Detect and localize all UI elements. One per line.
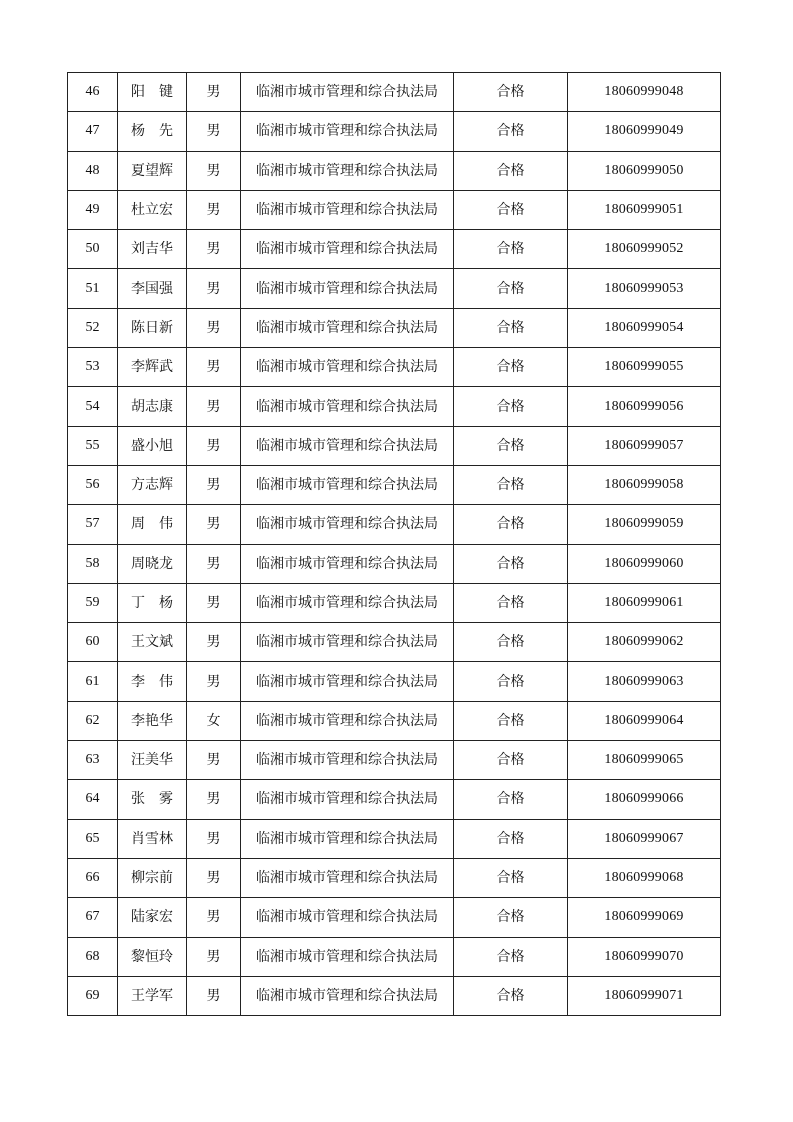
- cell-result: 合格: [454, 348, 568, 387]
- cell-result: 合格: [454, 387, 568, 426]
- table-row: [68, 348, 721, 387]
- cell-unit: 临湘市城市管理和综合执法局: [241, 780, 454, 819]
- cell-number: 64: [68, 780, 118, 819]
- cell-unit: 临湘市城市管理和综合执法局: [241, 505, 454, 544]
- cell-unit: 临湘市城市管理和综合执法局: [241, 741, 454, 780]
- cell-phone: 18060999067: [568, 819, 721, 858]
- cell-unit: 临湘市城市管理和综合执法局: [241, 112, 454, 151]
- cell-gender: 男: [187, 387, 241, 426]
- cell-gender: 男: [187, 544, 241, 583]
- cell-result: 合格: [454, 465, 568, 504]
- cell-phone: 18060999049: [568, 112, 721, 151]
- cell-name: 盛小旭: [118, 426, 187, 465]
- cell-phone: 18060999062: [568, 623, 721, 662]
- cell-result: 合格: [454, 505, 568, 544]
- cell-number: 55: [68, 426, 118, 465]
- cell-gender: 男: [187, 348, 241, 387]
- cell-unit: 临湘市城市管理和综合执法局: [241, 426, 454, 465]
- cell-number: 61: [68, 662, 118, 701]
- cell-result: 合格: [454, 269, 568, 308]
- cell-unit: 临湘市城市管理和综合执法局: [241, 230, 454, 269]
- cell-gender: 男: [187, 230, 241, 269]
- table-row: [68, 190, 721, 229]
- cell-name: 杜立宏: [118, 190, 187, 229]
- cell-result: 合格: [454, 583, 568, 622]
- cell-name: 刘吉华: [118, 230, 187, 269]
- table-row: [68, 505, 721, 544]
- cell-unit: 临湘市城市管理和综合执法局: [241, 544, 454, 583]
- cell-number: 68: [68, 937, 118, 976]
- cell-unit: 临湘市城市管理和综合执法局: [241, 662, 454, 701]
- cell-phone: 18060999050: [568, 151, 721, 190]
- cell-unit: 临湘市城市管理和综合执法局: [241, 190, 454, 229]
- cell-result: 合格: [454, 819, 568, 858]
- cell-unit: 临湘市城市管理和综合执法局: [241, 819, 454, 858]
- table-row: [68, 544, 721, 583]
- table-row: [68, 937, 721, 976]
- cell-gender: 女: [187, 701, 241, 740]
- cell-result: 合格: [454, 112, 568, 151]
- cell-name: 李国强: [118, 269, 187, 308]
- cell-number: 52: [68, 308, 118, 347]
- table-row: [68, 308, 721, 347]
- cell-name: 汪美华: [118, 741, 187, 780]
- table-row: [68, 623, 721, 662]
- cell-name: 夏望辉: [118, 151, 187, 190]
- cell-phone: 18060999064: [568, 701, 721, 740]
- table-row: [68, 976, 721, 1015]
- cell-name: 李艳华: [118, 701, 187, 740]
- cell-number: 46: [68, 73, 118, 112]
- cell-unit: 临湘市城市管理和综合执法局: [241, 308, 454, 347]
- cell-number: 49: [68, 190, 118, 229]
- table-row: [68, 819, 721, 858]
- table-row: [68, 387, 721, 426]
- table-row: [68, 780, 721, 819]
- cell-name: 肖雪林: [118, 819, 187, 858]
- roster-table-body: [68, 73, 721, 1016]
- cell-result: 合格: [454, 308, 568, 347]
- cell-result: 合格: [454, 426, 568, 465]
- cell-result: 合格: [454, 741, 568, 780]
- cell-name: 黎恒玲: [118, 937, 187, 976]
- cell-result: 合格: [454, 858, 568, 897]
- cell-gender: 男: [187, 623, 241, 662]
- table-row: [68, 151, 721, 190]
- cell-gender: 男: [187, 151, 241, 190]
- cell-result: 合格: [454, 701, 568, 740]
- cell-gender: 男: [187, 662, 241, 701]
- cell-phone: 18060999068: [568, 858, 721, 897]
- cell-result: 合格: [454, 151, 568, 190]
- cell-gender: 男: [187, 780, 241, 819]
- cell-number: 48: [68, 151, 118, 190]
- cell-name: 周 伟: [118, 505, 187, 544]
- cell-gender: 男: [187, 465, 241, 504]
- cell-unit: 临湘市城市管理和综合执法局: [241, 898, 454, 937]
- cell-unit: 临湘市城市管理和综合执法局: [241, 465, 454, 504]
- cell-phone: 18060999071: [568, 976, 721, 1015]
- cell-gender: 男: [187, 741, 241, 780]
- table-row: [68, 465, 721, 504]
- cell-unit: 临湘市城市管理和综合执法局: [241, 583, 454, 622]
- cell-result: 合格: [454, 73, 568, 112]
- cell-gender: 男: [187, 426, 241, 465]
- cell-unit: 临湘市城市管理和综合执法局: [241, 387, 454, 426]
- cell-number: 53: [68, 348, 118, 387]
- cell-number: 47: [68, 112, 118, 151]
- cell-name: 张 雾: [118, 780, 187, 819]
- cell-number: 54: [68, 387, 118, 426]
- cell-phone: 18060999056: [568, 387, 721, 426]
- cell-result: 合格: [454, 190, 568, 229]
- cell-unit: 临湘市城市管理和综合执法局: [241, 348, 454, 387]
- cell-name: 李辉武: [118, 348, 187, 387]
- cell-phone: 18060999052: [568, 230, 721, 269]
- cell-name: 陆家宏: [118, 898, 187, 937]
- table-row: [68, 583, 721, 622]
- cell-gender: 男: [187, 269, 241, 308]
- cell-result: 合格: [454, 230, 568, 269]
- table-row: [68, 426, 721, 465]
- table-row: [68, 112, 721, 151]
- cell-number: 50: [68, 230, 118, 269]
- cell-unit: 临湘市城市管理和综合执法局: [241, 937, 454, 976]
- cell-phone: 18060999051: [568, 190, 721, 229]
- cell-number: 66: [68, 858, 118, 897]
- cell-gender: 男: [187, 976, 241, 1015]
- cell-unit: 临湘市城市管理和综合执法局: [241, 73, 454, 112]
- cell-phone: 18060999054: [568, 308, 721, 347]
- roster-table: [67, 72, 721, 1016]
- cell-unit: 临湘市城市管理和综合执法局: [241, 269, 454, 308]
- cell-name: 李 伟: [118, 662, 187, 701]
- cell-unit: 临湘市城市管理和综合执法局: [241, 151, 454, 190]
- cell-phone: 18060999057: [568, 426, 721, 465]
- cell-phone: 18060999063: [568, 662, 721, 701]
- cell-gender: 男: [187, 583, 241, 622]
- cell-number: 67: [68, 898, 118, 937]
- cell-number: 69: [68, 976, 118, 1015]
- table-row: [68, 858, 721, 897]
- cell-phone: 18060999059: [568, 505, 721, 544]
- cell-gender: 男: [187, 898, 241, 937]
- cell-name: 陈日新: [118, 308, 187, 347]
- cell-gender: 男: [187, 112, 241, 151]
- cell-number: 60: [68, 623, 118, 662]
- cell-gender: 男: [187, 73, 241, 112]
- cell-name: 阳 键: [118, 73, 187, 112]
- cell-phone: 18060999061: [568, 583, 721, 622]
- cell-phone: 18060999060: [568, 544, 721, 583]
- cell-name: 杨 先: [118, 112, 187, 151]
- cell-number: 65: [68, 819, 118, 858]
- cell-name: 丁 杨: [118, 583, 187, 622]
- cell-phone: 18060999058: [568, 465, 721, 504]
- cell-unit: 临湘市城市管理和综合执法局: [241, 701, 454, 740]
- cell-number: 62: [68, 701, 118, 740]
- table-row: [68, 701, 721, 740]
- cell-number: 58: [68, 544, 118, 583]
- cell-unit: 临湘市城市管理和综合执法局: [241, 623, 454, 662]
- cell-phone: 18060999055: [568, 348, 721, 387]
- cell-result: 合格: [454, 898, 568, 937]
- table-row: [68, 269, 721, 308]
- cell-unit: 临湘市城市管理和综合执法局: [241, 858, 454, 897]
- table-row: [68, 898, 721, 937]
- cell-result: 合格: [454, 544, 568, 583]
- cell-number: 63: [68, 741, 118, 780]
- cell-name: 王学军: [118, 976, 187, 1015]
- cell-gender: 男: [187, 308, 241, 347]
- cell-name: 胡志康: [118, 387, 187, 426]
- cell-phone: 18060999070: [568, 937, 721, 976]
- cell-result: 合格: [454, 662, 568, 701]
- cell-gender: 男: [187, 937, 241, 976]
- table-row: [68, 662, 721, 701]
- cell-gender: 男: [187, 858, 241, 897]
- cell-result: 合格: [454, 976, 568, 1015]
- table-row: [68, 741, 721, 780]
- cell-name: 周晓龙: [118, 544, 187, 583]
- cell-number: 51: [68, 269, 118, 308]
- cell-phone: 18060999069: [568, 898, 721, 937]
- cell-result: 合格: [454, 937, 568, 976]
- cell-result: 合格: [454, 780, 568, 819]
- cell-result: 合格: [454, 623, 568, 662]
- cell-number: 56: [68, 465, 118, 504]
- cell-phone: 18060999053: [568, 269, 721, 308]
- table-row: [68, 230, 721, 269]
- cell-phone: 18060999048: [568, 73, 721, 112]
- cell-name: 方志辉: [118, 465, 187, 504]
- table-row: [68, 73, 721, 112]
- cell-gender: 男: [187, 505, 241, 544]
- cell-number: 57: [68, 505, 118, 544]
- cell-phone: 18060999066: [568, 780, 721, 819]
- cell-number: 59: [68, 583, 118, 622]
- cell-phone: 18060999065: [568, 741, 721, 780]
- cell-name: 王文斌: [118, 623, 187, 662]
- cell-name: 柳宗前: [118, 858, 187, 897]
- cell-unit: 临湘市城市管理和综合执法局: [241, 976, 454, 1015]
- cell-gender: 男: [187, 190, 241, 229]
- cell-gender: 男: [187, 819, 241, 858]
